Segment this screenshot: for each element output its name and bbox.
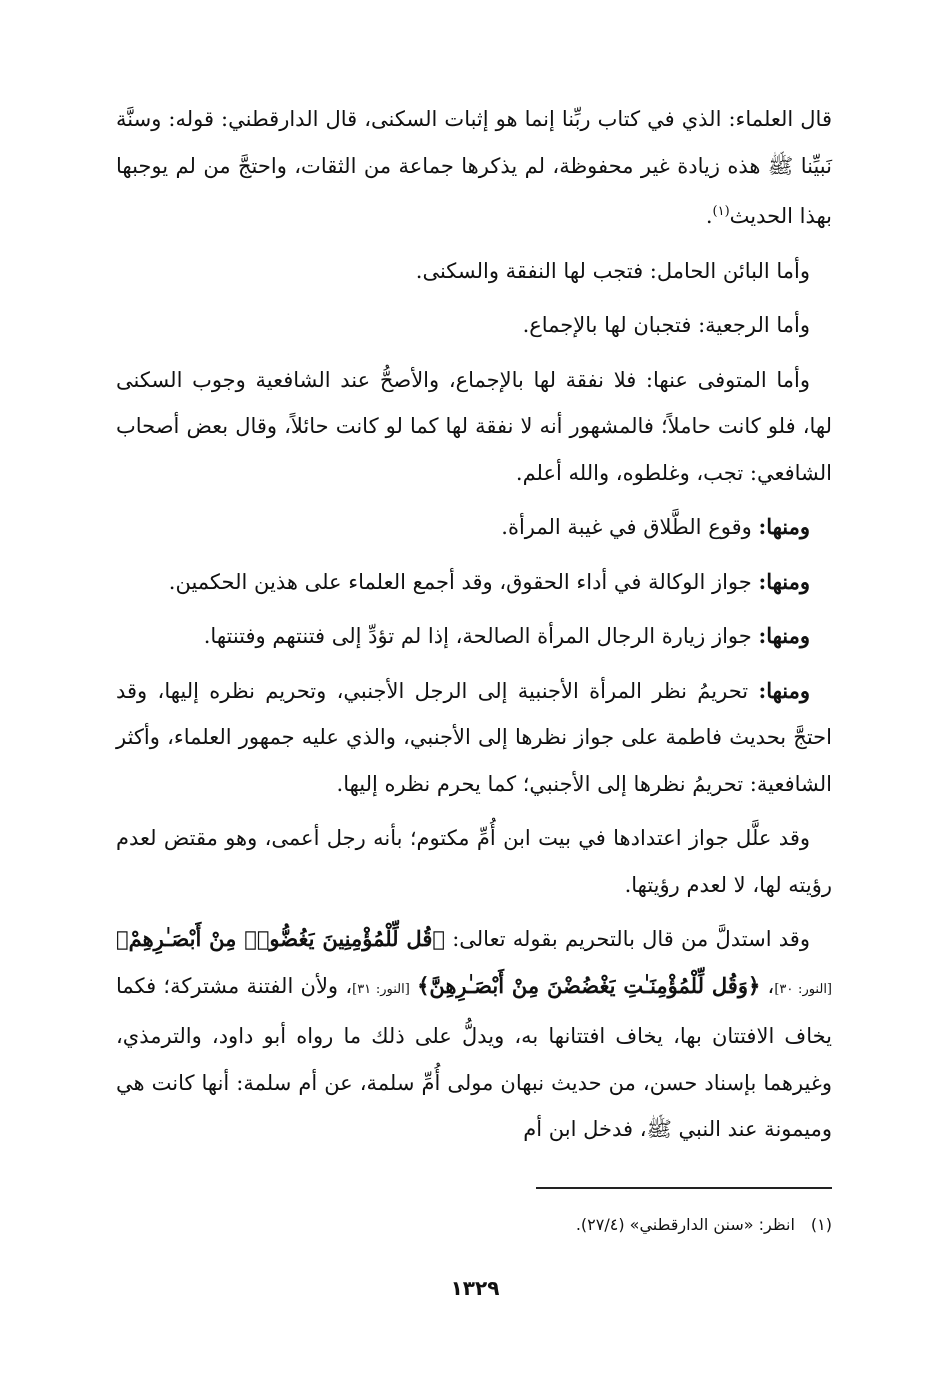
paragraph-text: قال العلماء: الذي في كتاب ربِّنا إنما هو إثبات السكنى، قال الدارقطني: قوله: وسنَّة نَبيِّنا ﷺ هذه زيادة غير محفوظة، لم يذكرها جماعة من الثقات، واحتجَّ من لم يوجبها بهذا الحديث (116, 107, 832, 228)
paragraph-text: جواز زيارة الرجال المرأة الصالحة، إذا لم تؤدِّ إلى فتنتهم وفتنتها. (203, 624, 759, 648)
verse-reference-2: [النور: ٣١] (352, 981, 410, 997)
separator: ، (760, 973, 775, 998)
page-number: ١٣٢٩ (450, 1276, 500, 1300)
paragraph-tail: . (705, 204, 713, 228)
paragraph-lead: ومنها: (758, 514, 810, 539)
paragraph-5 (116, 504, 832, 551)
paragraph-quran (116, 916, 832, 1153)
paragraph-3 (116, 302, 832, 349)
paragraph-lead: ومنها: (758, 623, 810, 648)
paragraph-text: جواز الوكالة في أداء الحقوق، وقد أجمع العلماء على هذين الحكمين. (168, 569, 759, 594)
paragraph-lead: ومنها: (758, 677, 810, 703)
paragraph-text: وأما الرجعية: فتجبان لها بالإجماع. (522, 313, 810, 337)
paragraph-7 (116, 613, 832, 660)
footnote-text: انظر: «سنن الدارقطني» (٢٧/٤). (575, 1215, 795, 1234)
paragraph-4 (116, 357, 832, 497)
paragraph-text: ، ولأن الفتنة مشتركة؛ فكما يخاف الافتتان بها، يخاف افتتانها به، ويدلُّ على ذلك ما رواه أبو داود، والترمذي، وغيرهما بإسناد حسن، من حديث نبهان مولى أُمِّ سلمة، عن أم سلمة: أنها كانت هي وميمونة عند النبي ﷺ، فدخل ابن أم (116, 973, 832, 1141)
paragraph-lead: ومنها: (758, 568, 810, 594)
paragraph-text: وأما البائن الحامل: فتجب لها النفقة والسكنى. (415, 258, 810, 283)
paragraph-9 (116, 815, 832, 908)
footnote-marker: (١) (712, 204, 730, 219)
paragraph-text: وقوع الطَّلاق في غيبة المرأة. (501, 515, 759, 539)
paragraph-1 (116, 96, 832, 240)
main-text (116, 96, 832, 1161)
paragraph-text: وقد علَّل جواز اعتدادها في بيت ابن أُمِّ مكتوم؛ بأنه رجل أعمى، وهو مقتض لعدم رؤيته لها، لا لعدم رؤيتها. (116, 826, 832, 897)
footnote-divider (536, 1187, 832, 1189)
quran-verse-1: ﴿قُل لِّلْمُؤْمِنِينَ يَغُضُّوا۟ مِنْ أَبْصَـٰرِهِمْ﴾ (116, 926, 445, 951)
paragraph-6 (116, 559, 832, 606)
paragraph-8 (116, 668, 832, 808)
quran-verse-2: ﴿وَقُل لِّلْمُؤْمِنَـٰتِ يَغْضُضْنَ مِنْ أَبْصَـٰرِهِنَّ﴾ (417, 972, 761, 998)
verse-reference-1: [النور: ٣٠] (774, 981, 833, 997)
paragraph-text: تحريمُ نظر المرأة الأجنبية إلى الرجل الأجنبي، وتحريم نظره إليها، وقد احتجَّ بحديث فاطمة على جواز نظرها إلى الأجنبي، والذي عليه جمهور العلماء، وأكثر الشافعية: تحريمُ نظرها إلى الأجنبي؛ كما يحرم نظره إليها. (116, 678, 832, 796)
footnote-number: (١) (810, 1215, 832, 1234)
footnote (116, 1212, 832, 1238)
paragraph-text: وأما المتوفى عنها: فلا نفقة لها بالإجماع، والأصحُّ عند الشافعية وجوب السكنى لها، فلو كانت حاملاً؛ فالمشهور أنه لا نفقة لها كما لو كانت حائلاً، وقال بعض أصحاب الشافعي: تجب، وغلطوه، والله أعلم. (116, 367, 832, 485)
paragraph-2 (116, 248, 832, 295)
quran-intro: وقد استدلَّ من قال بالتحريم بقوله تعالى: (444, 927, 810, 951)
